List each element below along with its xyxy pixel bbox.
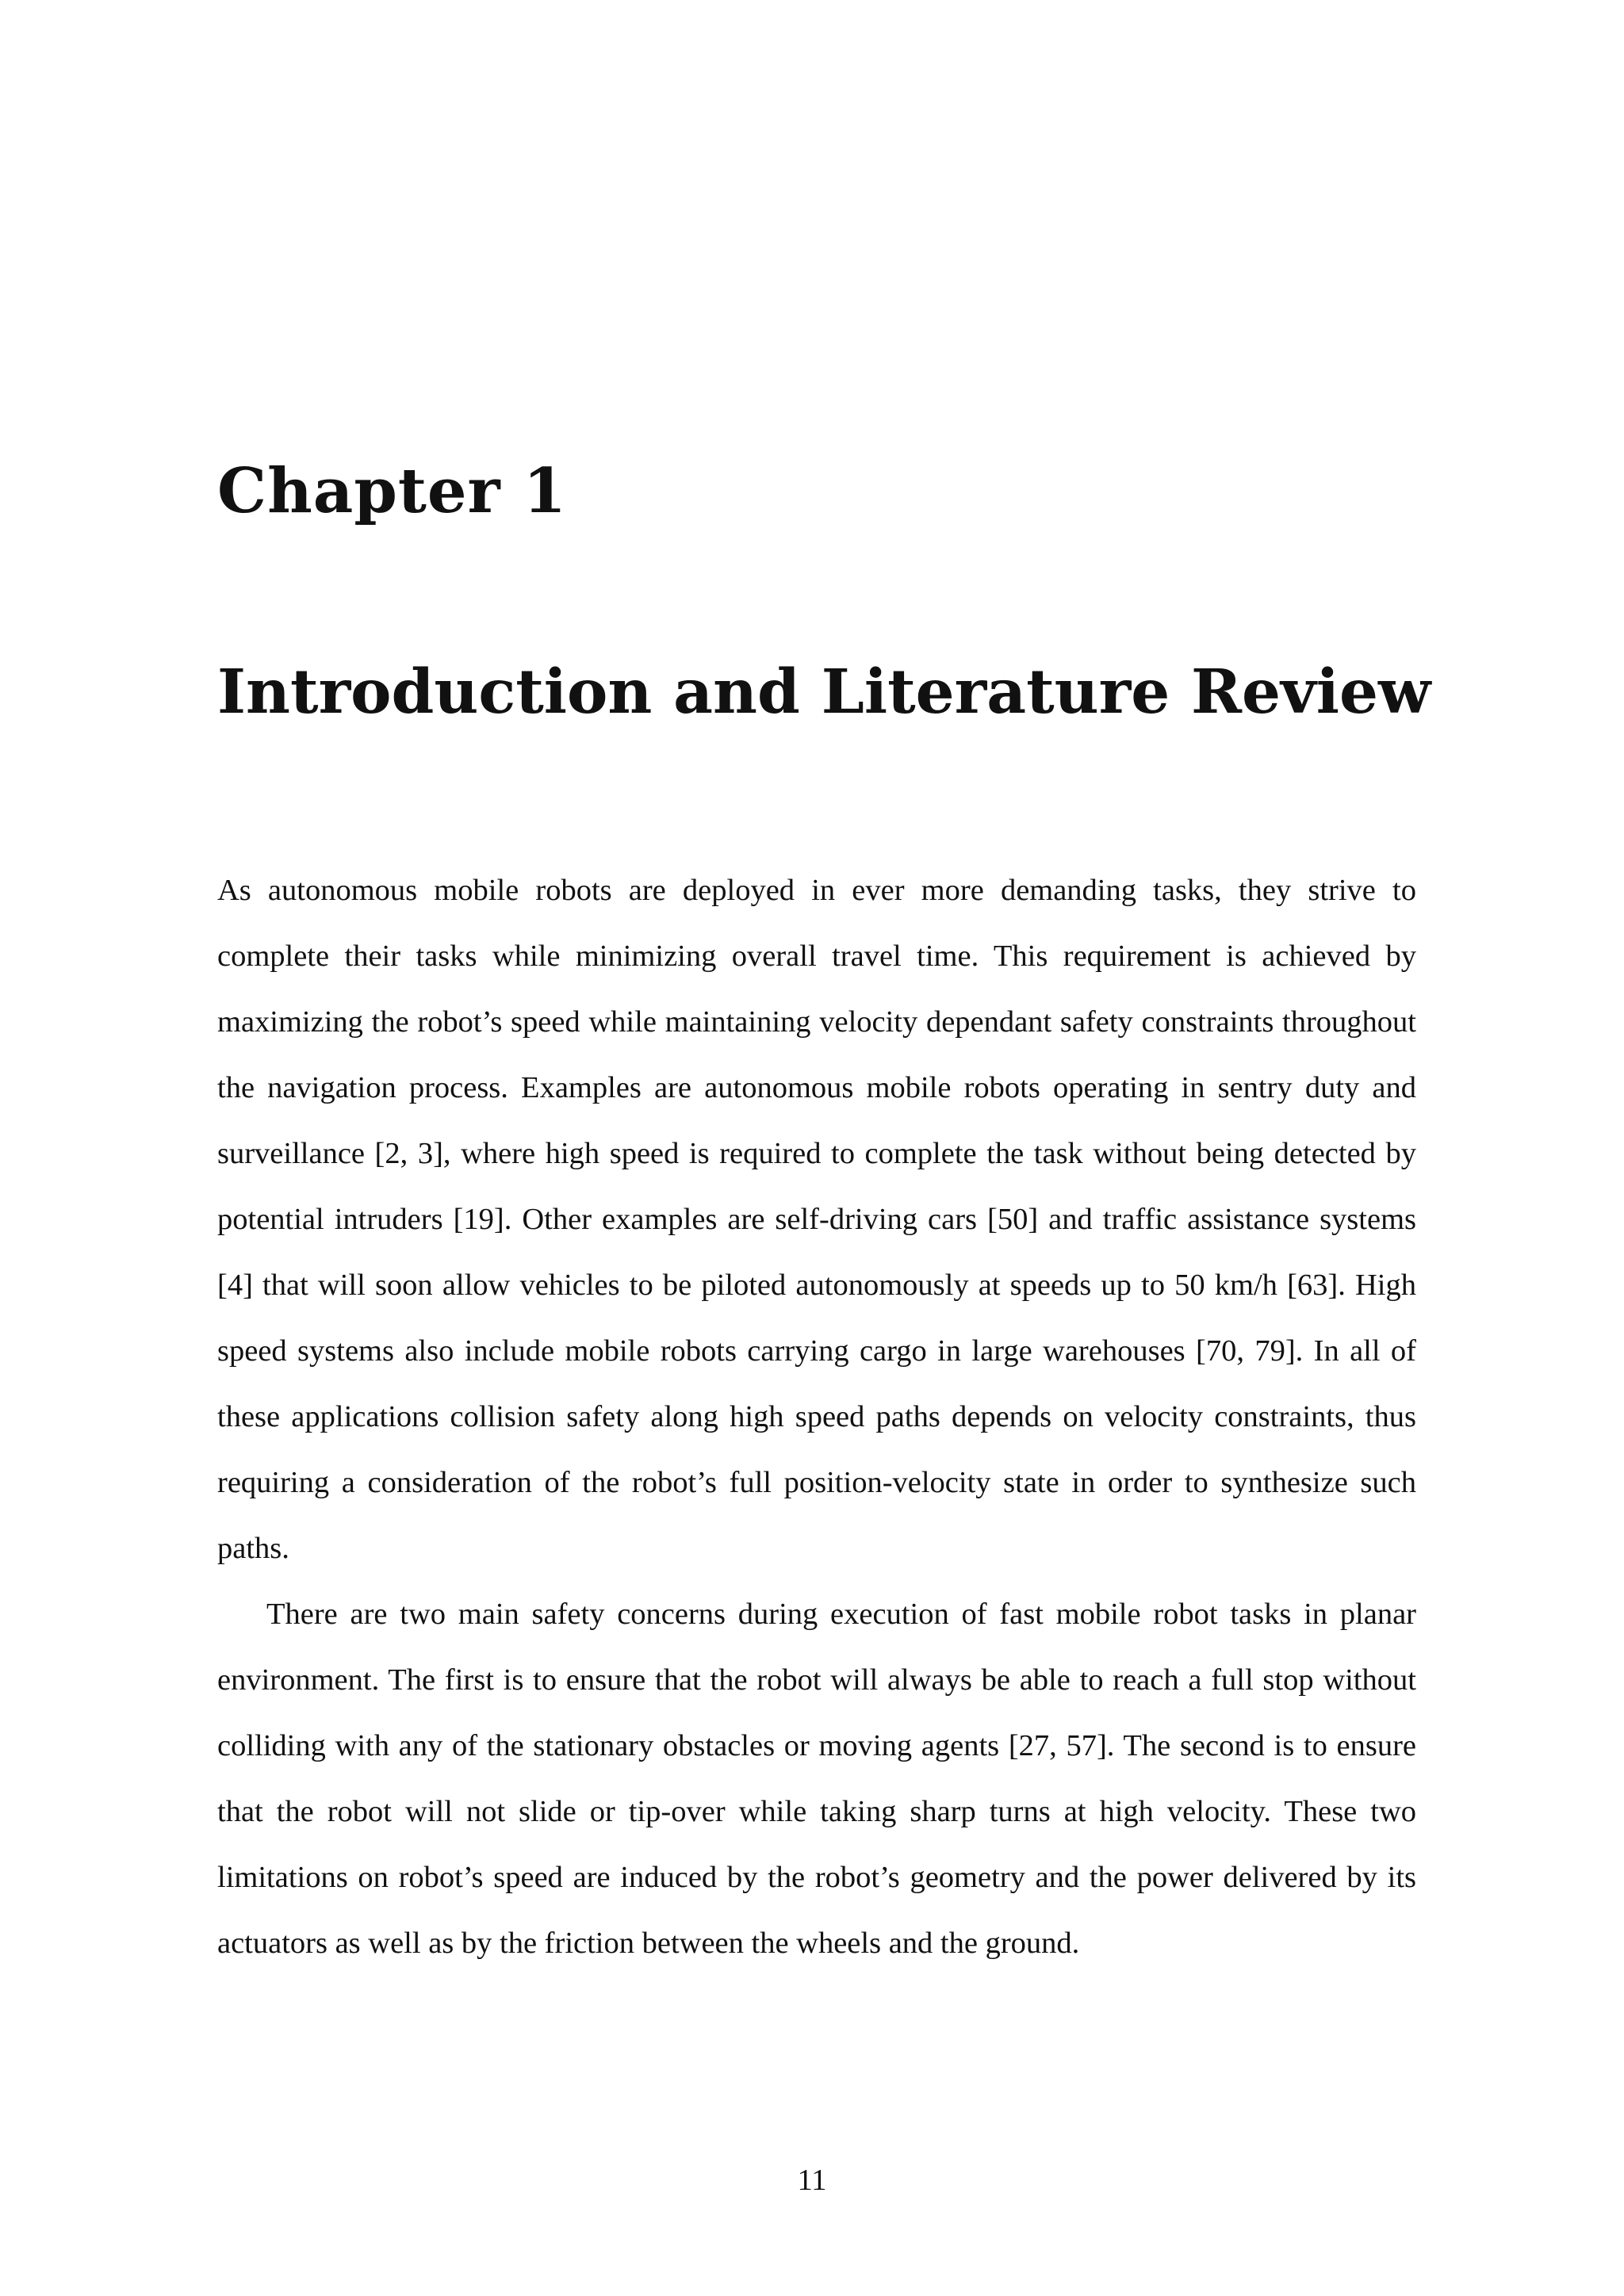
chapter-label: Chapter 1 — [217, 455, 568, 527]
paragraph: As autonomous mobile robots are deployed in ever more demanding tasks, they strive to complete their tasks while minimizing overall travel time. This requirement is achieved by maximizing the robot’s speed while maintaining velocity dependant safety constraints throughout the navigation process. Examples are autonomous mobile robots operating in sentry duty and surveillance [2, 3], where high speed is required to complete the task without being detected by potential intruders [19]. Other examples are self-driving cars [50] and traffic assistance systems [4] that will soon allow vehicles to be piloted autonomously at speeds up to 50 km/h [63]. High speed systems also include mobile robots carrying cargo in large warehouses [70, 79]. In all of these applications collision safety along high speed paths depends on velocity constraints, thus requiring a consideration of the robot’s full position-velocity state in order to synthesize such paths. — [217, 874, 1416, 1565]
body-text — [217, 858, 1416, 1976]
chapter-title: Introduction and Literature Review — [217, 656, 1431, 728]
page-number: 11 — [797, 2164, 827, 2197]
paragraph: There are two main safety concerns during execution of fast mobile robot tasks in planar environment. The first is to ensure that the robot will always be able to reach a full stop without colliding with any of the stationary obstacles or moving agents [27, 57]. The second is to ensure that the robot will not slide or tip-over while taking sharp turns at high velocity. These two limitations on robot’s speed are induced by the robot’s geometry and the power delivered by its actuators as well as by the friction between the wheels and the ground. — [217, 1598, 1416, 1960]
